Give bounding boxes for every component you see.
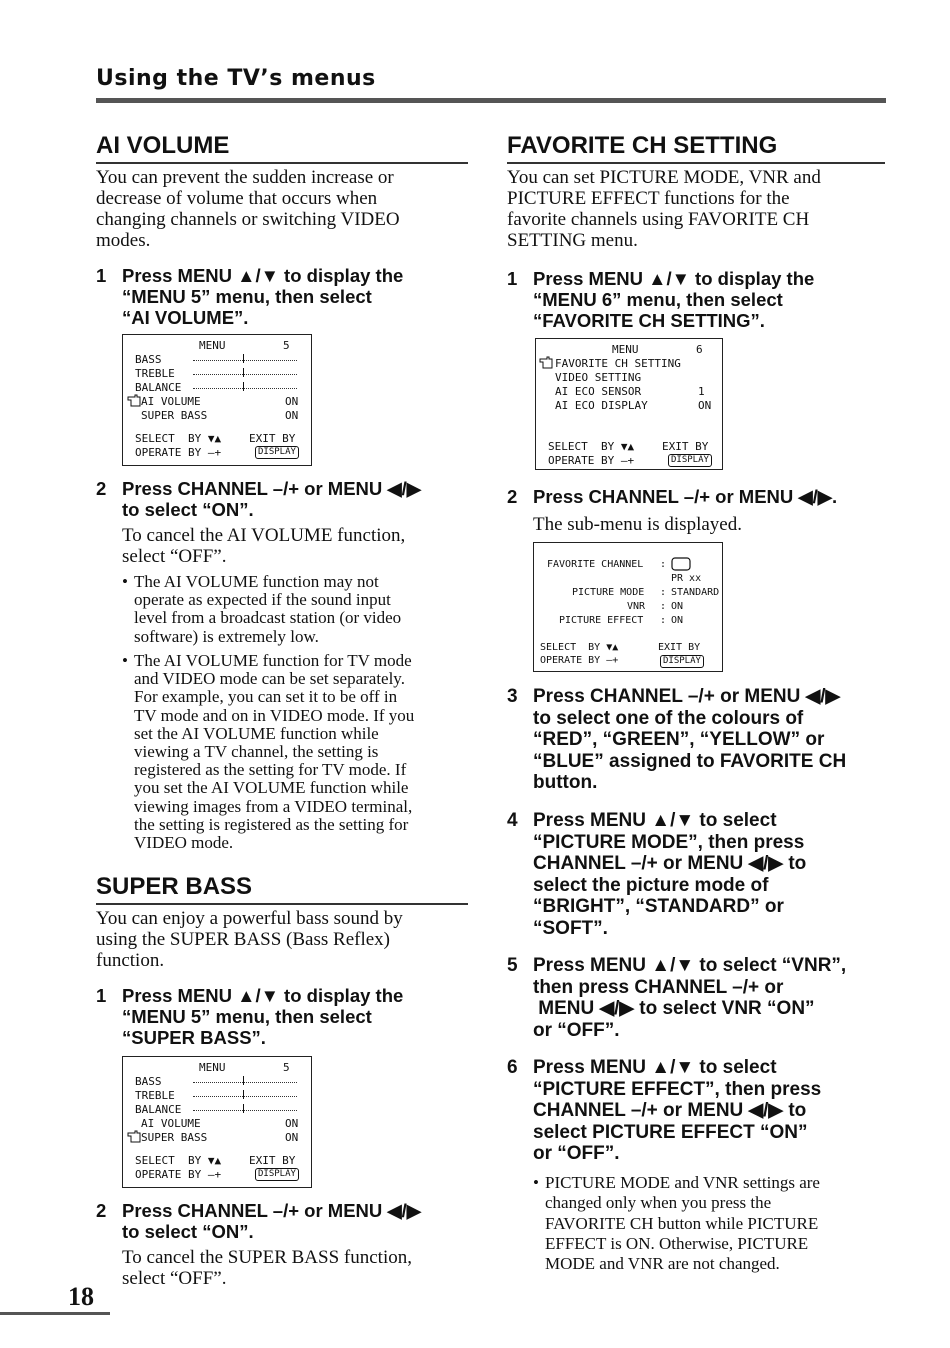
header-rule (96, 98, 886, 103)
ai-volume-intro: You can prevent the sudden increase or decrease of volume that occurs when changing channels or switching VIDEO modes. (96, 167, 400, 251)
super-bass-title: SUPER BASS (96, 873, 468, 905)
page-number: 18 (68, 1282, 94, 1311)
menu5-ai-volume-screen: MENU 5 BASS TREBLE BALANCE AI VOLUME ON SUPER BASS ON SELECT BY ▼▲ EXIT BY OPERATE BY —+ DISPLAY (122, 334, 312, 466)
super-bass-intro: You can enjoy a powerful bass sound by using the SUPER BASS (Bass Reflex) function. (96, 908, 403, 971)
menu6-screen: MENU 6 FAVORITE CH SETTING VIDEO SETTING AI ECO SENSOR 1 AI ECO DISPLAY ON SELECT BY ▼▲ EXIT BY OPERATE BY —+ DISPLAY (535, 338, 723, 470)
menu5-super-bass-screen: MENU 5 BASS TREBLE BALANCE AI VOLUME ON SUPER BASS ON SELECT BY ▼▲ EXIT BY OPERATE BY —+ DISPLAY (122, 1056, 312, 1188)
display-button-label: DISPLAY (255, 1168, 299, 1181)
favorite-ch-setting-title: FAVORITE CH SETTING (507, 132, 885, 164)
tv-screen-icon (671, 557, 691, 571)
display-button-label: DISPLAY (660, 655, 704, 668)
favorite-intro: You can set PICTURE MODE, VNR and PICTURE EFFECT functions for the favorite channels using FAVORITE CH SETTING menu. (507, 167, 821, 251)
submenu-displayed-text: The sub-menu is displayed. (533, 514, 742, 535)
ai-volume-title: AI VOLUME (96, 132, 468, 164)
favorite-submenu-screen: FAVORITE CHANNEL : PR xx PICTURE MODE : STANDARD VNR : ON PICTURE EFFECT : ON SELECT BY ▼▲ EXIT BY OPERATE BY —+ DISPLAY (533, 542, 723, 672)
page-number-rule (0, 1312, 110, 1315)
hand-pointer-icon (127, 1130, 141, 1143)
hand-pointer-icon (539, 356, 553, 369)
display-button-label: DISPLAY (668, 454, 712, 467)
page-header-title: Using the TV’s menus (96, 66, 376, 91)
ai-volume-cancel-text: To cancel the AI VOLUME function, select “OFF”. (122, 525, 406, 567)
hand-pointer-icon (127, 394, 141, 407)
display-button-label: DISPLAY (255, 446, 299, 459)
super-bass-cancel-text: To cancel the SUPER BASS function, select “OFF”. (122, 1247, 412, 1289)
